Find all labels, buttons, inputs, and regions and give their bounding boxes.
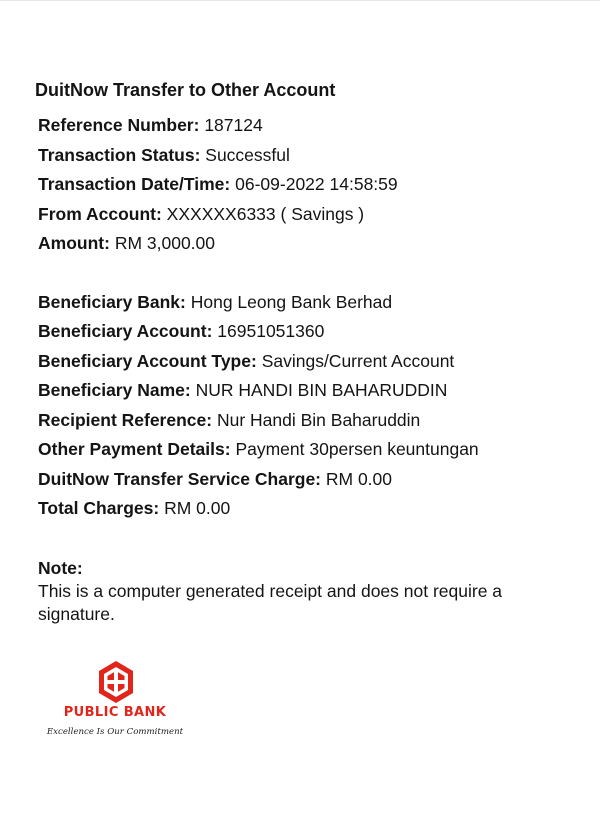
total-charges-row xyxy=(38,494,578,524)
beneficiary-bank-value: Hong Leong Bank Berhad xyxy=(190,291,393,312)
from-account-value: XXXXXX6333 ( Savings ) xyxy=(166,203,365,224)
beneficiary-account-value: 16951051360 xyxy=(217,321,325,341)
beneficiary-bank-label: Beneficiary Bank: xyxy=(38,291,186,312)
transaction-datetime-value: 06-09-2022 14:58:59 xyxy=(235,174,398,194)
service-charge-row xyxy=(38,465,578,495)
recipient-reference-value: Nur Handi Bin Baharuddin xyxy=(216,409,421,430)
note-section xyxy=(38,557,578,626)
section-spacer xyxy=(38,259,578,288)
from-account-label: From Account: xyxy=(38,203,162,224)
reference-number-row xyxy=(38,111,578,141)
recipient-reference-label: Recipient Reference: xyxy=(38,409,213,430)
total-charges-value: RM 0.00 xyxy=(164,498,231,518)
transaction-datetime-row xyxy=(38,170,578,200)
public-bank-logo xyxy=(40,660,200,744)
top-divider xyxy=(0,0,600,1)
transfer-receipt xyxy=(35,78,578,626)
transaction-datetime-label: Transaction Date/Time: xyxy=(38,174,231,194)
transaction-details xyxy=(38,111,578,259)
beneficiary-account-type-label: Beneficiary Account Type: xyxy=(38,350,257,371)
note-title: Note: xyxy=(38,557,83,578)
public-bank-emblem-icon xyxy=(96,660,136,704)
transaction-status-label: Transaction Status: xyxy=(38,144,201,165)
other-payment-details-row xyxy=(38,435,578,465)
beneficiary-details xyxy=(38,288,578,524)
reference-number-value: 187124 xyxy=(204,115,263,135)
transaction-status-row xyxy=(38,141,578,171)
recipient-reference-row xyxy=(38,406,578,436)
other-payment-details-value: Payment 30persen keuntungan xyxy=(235,439,479,459)
reference-number-label: Reference Number: xyxy=(38,115,200,135)
note-text: This is a computer generated receipt and does not require a signature. xyxy=(38,580,503,624)
other-payment-details-label: Other Payment Details: xyxy=(38,439,231,459)
beneficiary-account-label: Beneficiary Account: xyxy=(38,321,213,341)
amount-label: Amount: xyxy=(38,233,110,253)
amount-value: RM 3,000.00 xyxy=(114,233,216,253)
amount-row xyxy=(38,229,578,259)
from-account-row xyxy=(38,200,578,230)
bank-name: PUBLIC BANK xyxy=(63,705,167,720)
receipt-title: DuitNow Transfer to Other Account xyxy=(35,80,336,100)
beneficiary-name-row xyxy=(38,376,578,406)
beneficiary-name-label: Beneficiary Name: xyxy=(38,380,191,400)
beneficiary-name-value: NUR HANDI BIN BAHARUDDIN xyxy=(195,380,448,400)
service-charge-value: RM 0.00 xyxy=(325,468,393,489)
beneficiary-account-type-value: Savings/Current Account xyxy=(261,350,455,371)
beneficiary-account-type-row xyxy=(38,347,578,377)
beneficiary-account-row xyxy=(38,317,578,347)
beneficiary-bank-row xyxy=(38,288,578,318)
transaction-status-value: Successful xyxy=(205,144,290,165)
bank-tagline: Excellence Is Our Commitment xyxy=(46,727,184,737)
total-charges-label: Total Charges: xyxy=(38,498,160,518)
service-charge-label: DuitNow Transfer Service Charge: xyxy=(38,468,321,489)
